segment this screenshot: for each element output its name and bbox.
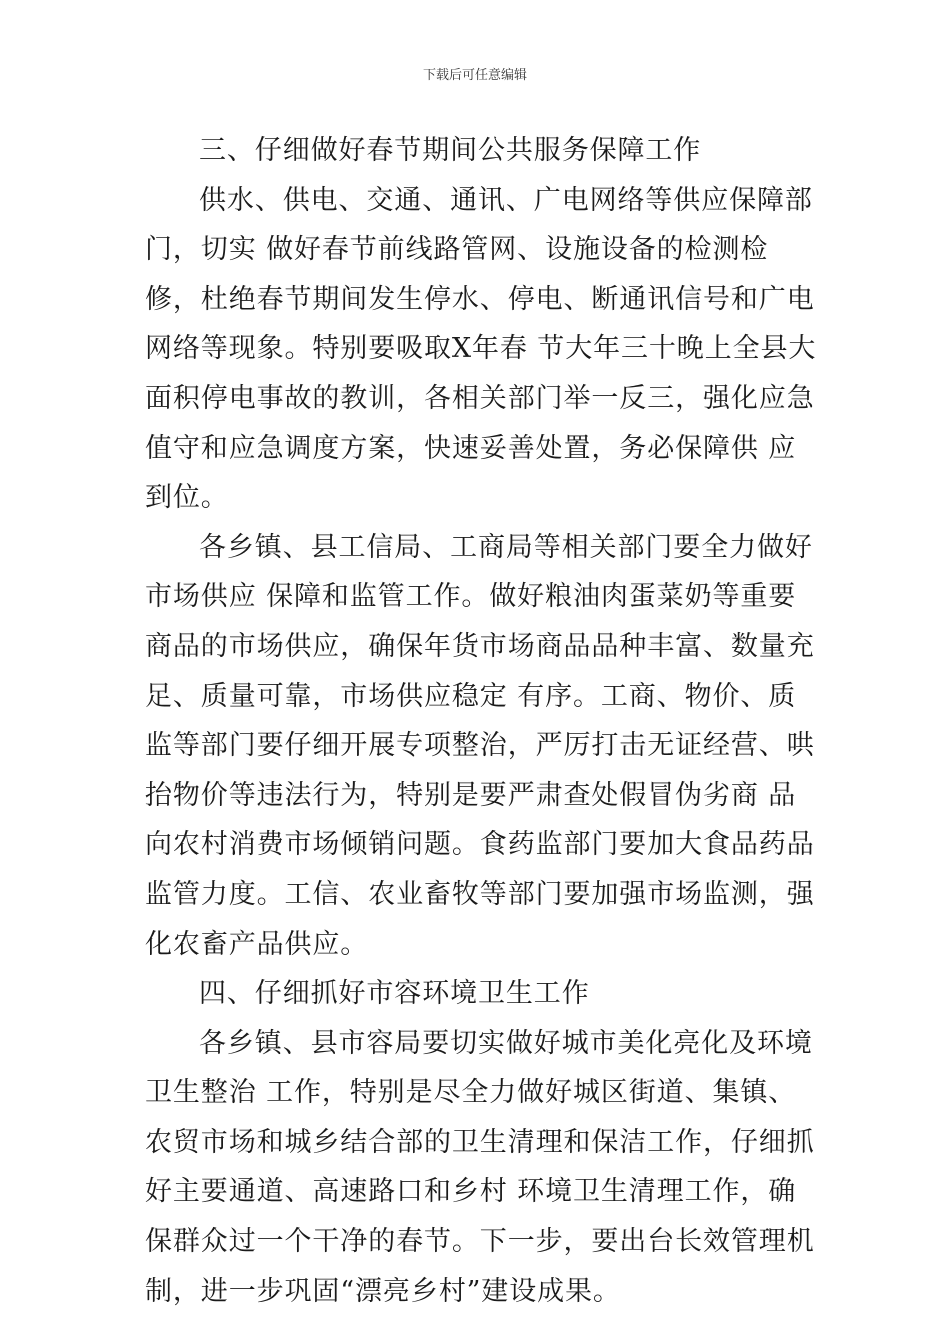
page-header-note: 下载后可任意编辑 (422, 68, 527, 83)
document-body (145, 126, 817, 1316)
paragraph-market-supply: 各乡镇、县工信局、工商局等相关部门要全力做好市场供应 保障和监管工作。做好粮油肉蛋菜奶等重要商品的市场供应，确保年货市场商品品种丰富、数量充足、质量可靠，市场供应稳定 有序。工商、物价、质监等部门要仔细开展专项整治，严厉打击无证经营、哄抬物价等违法行为，特别是要严肃查处假冒伪劣商 品向农村消费市场倾销问题。食药监部门要加大食品药品监管力度。工信、农业畜牧等部门要加强市场监测，强化农畜产品供应。 (145, 531, 815, 960)
paragraph-environment-sanitation: 各乡镇、县市容局要切实做好城市美化亮化及环境卫生整治 工作，特别是尽全力做好城区街道、集镇、农贸市场和城乡结合部的卫生清理和保洁工作，仔细抓好主要通道、高速路口和乡村 环境卫生清理工作，确保群众过一个干净的春节。下一步，要出台长效管理机制，进一步巩固“漂亮乡村”建设成果。 (145, 1027, 815, 1307)
section-heading-4: 四、仔细抓好市容环境卫生工作 (199, 978, 590, 1010)
section-heading-3: 三、仔细做好春节期间公共服务保障工作 (199, 135, 702, 166)
paragraph-public-services: 供水、供电、交通、通讯、广电网络等供应保障部门，切实 做好春节前线路管网、设施设备的检测检修，杜绝春节期间发生停水、停电、断通讯信号和广电网络等现象。特别要吸取X年春 节大年三十晚上全县大面积停电事故的教训，各相关部门举一反三，强化应急值守和应急调度方案，快速妥善处置，务必保障供 应到位。 (145, 184, 817, 514)
